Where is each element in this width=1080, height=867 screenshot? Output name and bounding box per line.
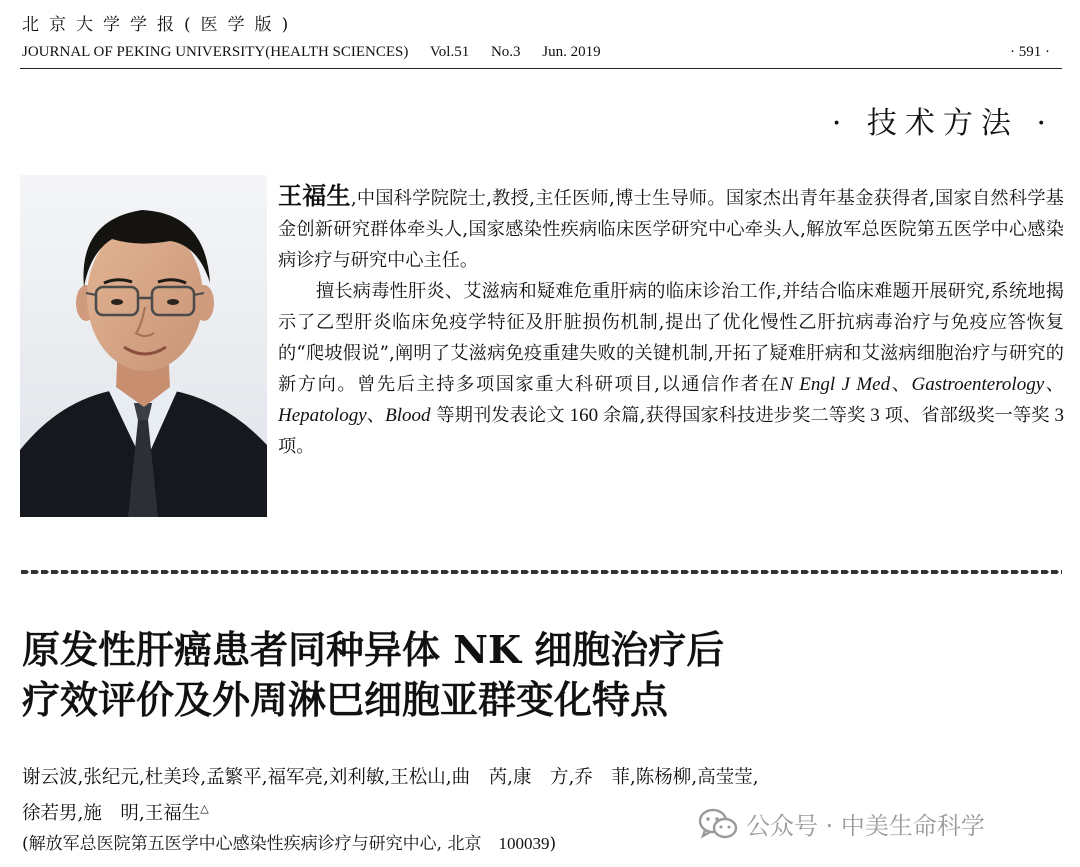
bio-award-text-2: 项、省部级奖一等奖 [884, 405, 1050, 426]
watermark-text: 公众号 · 中美生命科学 [746, 812, 985, 840]
affiliation-text: (解放军总医院第五医学中心感染性疾病诊疗与研究中心, 北京 [22, 834, 499, 854]
award-count-provincial: 3 [1049, 405, 1064, 426]
bio-ending: 项。 [278, 436, 315, 457]
journal-issue: No.3 [490, 44, 521, 60]
postcode: 100039 [498, 834, 550, 853]
wechat-icon [698, 808, 738, 846]
journal-citation-line [22, 44, 619, 61]
author-affiliation [22, 829, 556, 854]
journal-name-chinese: 北京大学学报(医学版) [22, 15, 299, 35]
separator: 、 [366, 405, 386, 426]
author-names: 徐若男,施 明,王福生 [22, 803, 201, 825]
decorative-separator [20, 568, 1062, 576]
award-count-national: 3 [865, 405, 885, 426]
article-title [22, 625, 1062, 725]
separator: 、 [890, 374, 912, 395]
journal-gastroenterology: Gastroenterology [911, 374, 1045, 395]
paper-count: 160 [564, 405, 603, 426]
bio-publication-text: 等期刊发表论文 [430, 405, 565, 426]
author-portrait [20, 175, 267, 517]
author-name: 王福生 [278, 181, 351, 210]
journal-volume: Vol.51 [429, 44, 470, 60]
separator: 、 [1044, 374, 1064, 395]
author-biography [278, 180, 1064, 462]
corresponding-author-mark: △ [200, 802, 209, 815]
bio-credentials: ,中国科学院院士,教授,主任医师,博士生导师。国家杰出青年基金获得者,国家自然科学基金创新研究群体牵头人,国家感染性疾病临床医学研究中心牵头人,解放军总医院第五医学中心感染病诊疗与研究中心主任。 [278, 188, 1064, 271]
journal-name-english: JOURNAL OF PEKING UNIVERSITY(HEALTH SCIENCES) [22, 44, 409, 60]
bio-research-text: 擅长病毒性肝炎、艾滋病和疑难危重肝病的临床诊治工作,并结合临床难题开展研究,系统地揭示了乙型肝炎临床免疫学特征及肝脏损伤机制,提出了优化慢性乙肝抗病毒治疗与免疫应答恢复的“爬坡假说”,阐明了艾滋病免疫重建失败的关键机制,开拓了疑难肝病和艾滋病细胞治疗与研究的新方向。曾先后主持多项国家重大科研项目,以通信作者在 [278, 281, 1064, 395]
journal-date: Jun. 2019 [542, 44, 601, 60]
affiliation-close: ) [549, 834, 557, 854]
bio-award-text: 余篇,获得国家科技进步奖二等奖 [602, 405, 866, 426]
page-number: · 591 · [1010, 44, 1050, 60]
bio-paragraph-2 [278, 276, 1064, 462]
journal-hepatology: Hepatology [278, 405, 367, 426]
journal-blood: Blood [385, 405, 431, 426]
watermark [698, 806, 985, 846]
section-label: · 技术方法 · [831, 106, 1054, 141]
article-title-line-1: 原发性肝癌患者同种异体 NK 细胞治疗后 [22, 627, 725, 672]
article-title-line-2: 疗效评价及外周淋巴细胞亚群变化特点 [22, 677, 669, 722]
bio-paragraph-1 [278, 180, 1064, 276]
author-list-line-1: 谢云波,张纪元,杜美玲,孟繁平,福军亮,刘利敏,王松山,曲 芮,康 方,乔 菲,陈杨柳,高莹莹, [22, 767, 759, 788]
header-rule [20, 68, 1062, 69]
journal-nejm: N Engl J Med [780, 374, 891, 395]
